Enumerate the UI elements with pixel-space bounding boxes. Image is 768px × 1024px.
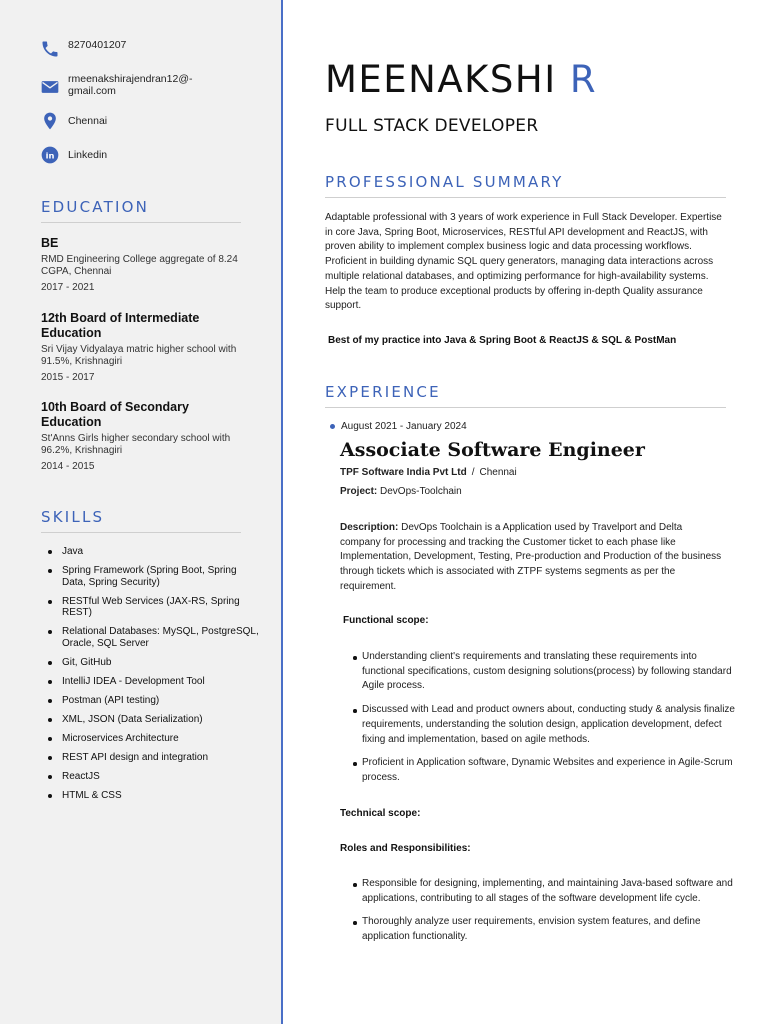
education-item xyxy=(41,236,241,294)
contact-phone xyxy=(40,39,218,59)
skill-item: Git, GitHub xyxy=(41,657,261,669)
functional-scope-label: Functional scope: xyxy=(343,615,429,626)
education-degree: 12th Board of Intermediate Education xyxy=(41,311,200,340)
functional-scope-item: Proficient in Application software, Dynamic Websites and experience in Agile-Scrum process. xyxy=(362,756,738,785)
skill-item: REST API design and integration xyxy=(41,752,261,764)
education-heading: EDUCATION xyxy=(41,198,241,223)
project-label: Project: xyxy=(340,486,378,497)
phone-icon xyxy=(40,39,60,59)
job-role: FULL STACK DEVELOPER xyxy=(325,116,539,136)
education-item xyxy=(41,400,241,473)
skills-heading: SKILLS xyxy=(41,508,241,533)
company-line xyxy=(340,467,517,478)
project-name: DevOps-Toolchain xyxy=(380,486,462,497)
functional-scope-list xyxy=(362,650,738,795)
contact-linkedin[interactable] xyxy=(40,145,218,165)
experience-heading: EXPERIENCE xyxy=(325,383,726,408)
education-years: 2017 - 2021 xyxy=(41,282,95,293)
roles-label: Roles and Responsibilities: xyxy=(340,843,471,854)
summary-heading: PROFESSIONAL SUMMARY xyxy=(325,173,726,198)
skill-item: Postman (API testing) xyxy=(41,695,261,707)
education-years: 2015 - 2017 xyxy=(41,372,95,383)
role-item: Responsible for designing, implementing, and maintaining Java-based software and applications, contributing to all stages of the software development life cycle. xyxy=(362,877,738,906)
skill-item: Java xyxy=(41,546,261,558)
roles-list xyxy=(362,877,738,954)
linkedin-icon[interactable] xyxy=(40,145,60,165)
job-title: Associate Software Engineer xyxy=(340,439,645,461)
education-school: St'Anns Girls higher secondary school with 96.2%, Krishnagiri xyxy=(41,433,231,456)
education-years: 2014 - 2015 xyxy=(41,461,95,472)
skill-item: Relational Databases: MySQL, PostgreSQL, Oracle, SQL Server xyxy=(41,626,261,649)
svg-text:in: in xyxy=(45,150,55,161)
role-item: Thoroughly analyze user requirements, envision system features, and define application functionality. xyxy=(362,915,738,944)
company-location: Chennai xyxy=(479,467,517,478)
project-line xyxy=(340,486,462,497)
skill-item: HTML & CSS xyxy=(41,790,261,802)
experience-dates xyxy=(330,421,467,432)
description-text: DevOps Toolchain is a Application used by Travelport and Delta company for processing and tracking the Customer ticket to each phase like Implementation, Development, Testing, Pre-production and Production of the business through tickets which is associated with ZTPF systems segments as per the requirement. xyxy=(340,522,722,592)
project-description xyxy=(340,521,725,595)
skill-item: IntelliJ IDEA - Development Tool xyxy=(41,676,261,688)
education-degree: 10th Board of Secondary Education xyxy=(41,400,189,429)
timeline-dot-icon xyxy=(330,424,335,429)
skill-item: XML, JSON (Data Serialization) xyxy=(41,714,261,726)
description-label: Description: xyxy=(340,522,399,533)
skill-item: Microservices Architecture xyxy=(41,733,261,745)
education-school: Sri Vijay Vidyalaya matric higher school with 91.5%, Krishnagiri xyxy=(41,344,237,367)
skill-item: Spring Framework (Spring Boot, Spring Data, Spring Security) xyxy=(41,565,261,588)
skills-list xyxy=(41,546,261,809)
functional-scope-item: Discussed with Lead and product owners about, conducting study & analysis finalize requirements, understanding the solution design, application development, defect fixing and implementation, based on agile methods. xyxy=(362,703,738,747)
location-icon xyxy=(40,111,60,131)
functional-scope-item: Understanding client's requirements and translating these requirements into functional specifications, custom designing solutions(process) by following standard Agile process. xyxy=(362,650,738,694)
first-name: MEENAKSHI xyxy=(325,58,557,101)
email-address[interactable]: rmeenakshirajendran12@- gmail.com xyxy=(68,73,193,97)
company-name: TPF Software India Pvt Ltd xyxy=(340,467,467,478)
candidate-name xyxy=(325,58,597,101)
summary-text: Adaptable professional with 3 years of work experience in Full Stack Developer. Expertise in core Java, Spring Boot, Microservices, RESTful API development and ReactJS, with proven ability to implement complex business logic and data processing workflows. Proficient in building dynamic SQL query generators, managing data interactions across multiple relational databases, and optimizing performance for high-availability systems. Help the team to produce exceptional products by offering in-depth Quality assurance support. xyxy=(325,212,722,312)
education-school: RMD Engineering College aggregate of 8.24 CGPA, Chennai xyxy=(41,254,238,277)
education-item xyxy=(41,311,241,384)
sidebar xyxy=(0,0,283,1024)
linkedin-link[interactable]: Linkedin xyxy=(68,149,108,161)
phone-number: 8270401207 xyxy=(68,39,127,51)
technical-scope-label: Technical scope: xyxy=(340,808,421,819)
last-name: R xyxy=(569,58,598,101)
skill-item: ReactJS xyxy=(41,771,261,783)
email-icon xyxy=(40,77,60,97)
contact-location xyxy=(40,111,218,131)
location-text: Chennai xyxy=(68,115,108,127)
education-degree: BE xyxy=(41,236,59,250)
main-content xyxy=(285,0,768,1024)
best-practice: Best of my practice into Java & Spring Boot & ReactJS & SQL & PostMan xyxy=(328,335,677,346)
company-separator: / xyxy=(471,467,475,478)
skill-item: RESTful Web Services (JAX-RS, Spring REST) xyxy=(41,596,261,619)
contact-email xyxy=(40,73,218,97)
dates-text: August 2021 - January 2024 xyxy=(341,421,467,432)
